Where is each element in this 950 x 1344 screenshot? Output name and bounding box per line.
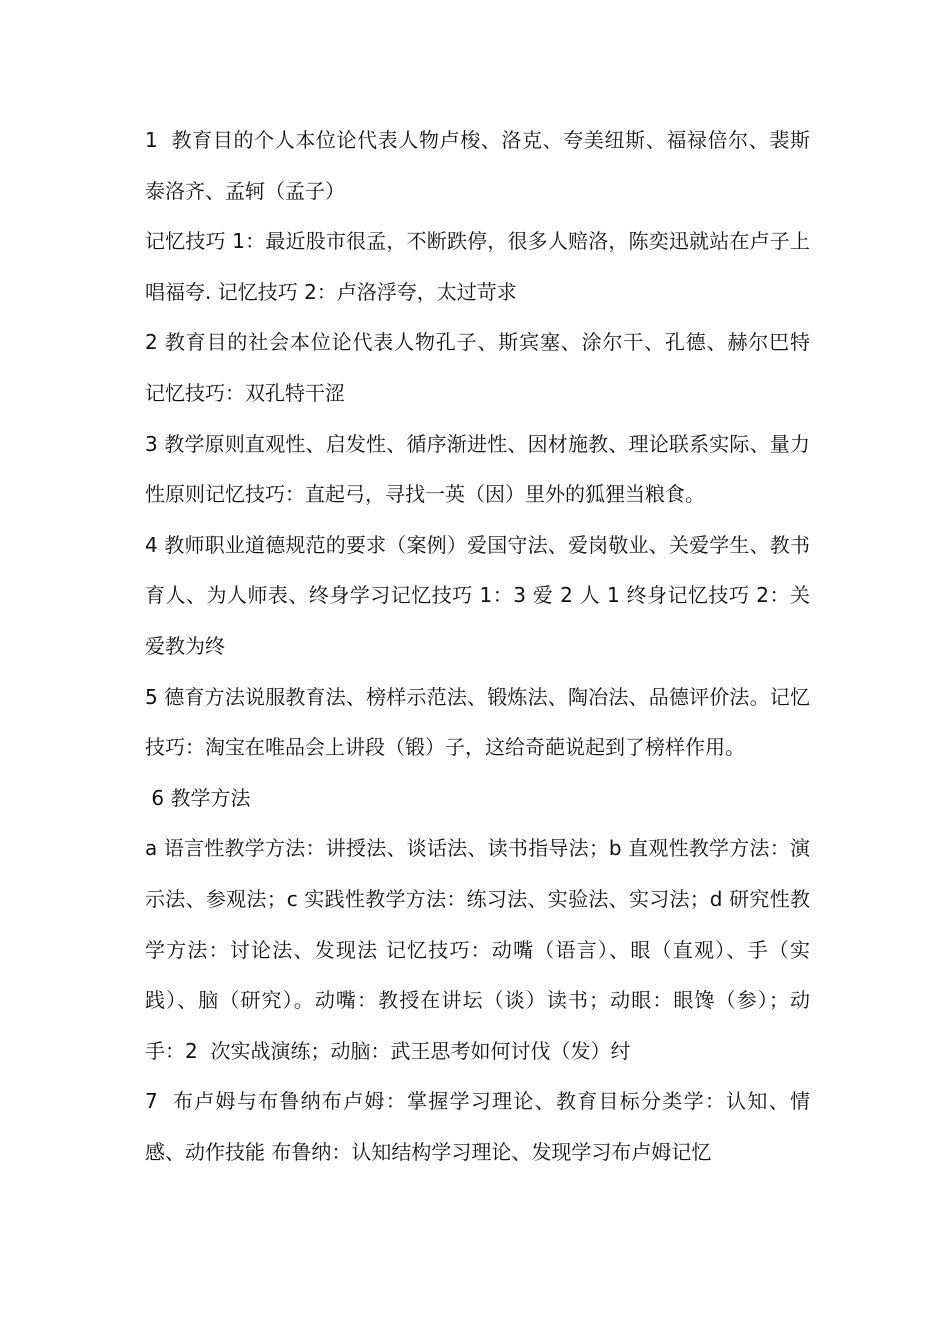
paragraph-6-teaching-methods-detail: a 语言性教学方法：讲授法、谈话法、读书指导法；b 直观性教学方法：演示法、参观法；c 实践性教学方法：练习法、实验法、实习法；d 研究性教学方法：讨论法、发现法 记忆技巧：动嘴（语言）、眼（直观）、手（实践）、脑（研究）。动嘴：教授在讲坛（谈）读书；动眼：眼馋（参）；动手：2 次实战演练；动脑：武王思考如何讨伐（发）纣 <box>145 836 810 1063</box>
paragraph-2-social-standard: 2 教育目的社会本位论代表人物孔子、斯宾塞、涂尔干、孔德、赫尔巴特 记忆技巧：双孔特干涩 <box>145 330 817 405</box>
paragraph-6-teaching-methods-heading: 6 教学方法 <box>145 785 251 810</box>
paragraph-4-teacher-ethics: 4 教师职业道德规范的要求（案例）爱国守法、爱岗敬业、关爱学生、教书育人、为人师表、终身学习记忆技巧 1：3 爱 2 人 1 终身记忆技巧 2：关爱教为终 <box>145 532 810 658</box>
paragraph-1-individual-standard: 1 教育目的个人本位论代表人物卢梭、洛克、夸美纽斯、福禄倍尔、裴斯泰洛齐、孟轲（孟子） <box>145 128 810 203</box>
document-body <box>145 115 817 1177</box>
paragraph-5-moral-education-methods: 5 德育方法说服教育法、榜样示范法、锻炼法、陶冶法、品德评价法。记忆技巧：淘宝在唯品会上讲段（锻）子，这给奇葩说起到了榜样作用。 <box>145 684 810 760</box>
paragraph-memory-tips-1: 记忆技巧 1：最近股市很孟，不断跌停，很多人赔洛，陈奕迅就站在卢子上唱福夸. 记忆技巧 2：卢洛浮夸，太过苛求 <box>145 229 810 304</box>
paragraph-3-teaching-principles: 3 教学原则直观性、启发性、循序渐进性、因材施教、理论联系实际、量力性原则记忆技巧：直起弓，寻找一英（因）里外的狐狸当粮食。 <box>145 431 810 507</box>
paragraph-7-bloom-bruner: 7 布卢姆与布鲁纳布卢姆：掌握学习理论、教育目标分类学：认知、情感、动作技能 布鲁纳：认知结构学习理论、发现学习布卢姆记忆 <box>145 1089 810 1164</box>
